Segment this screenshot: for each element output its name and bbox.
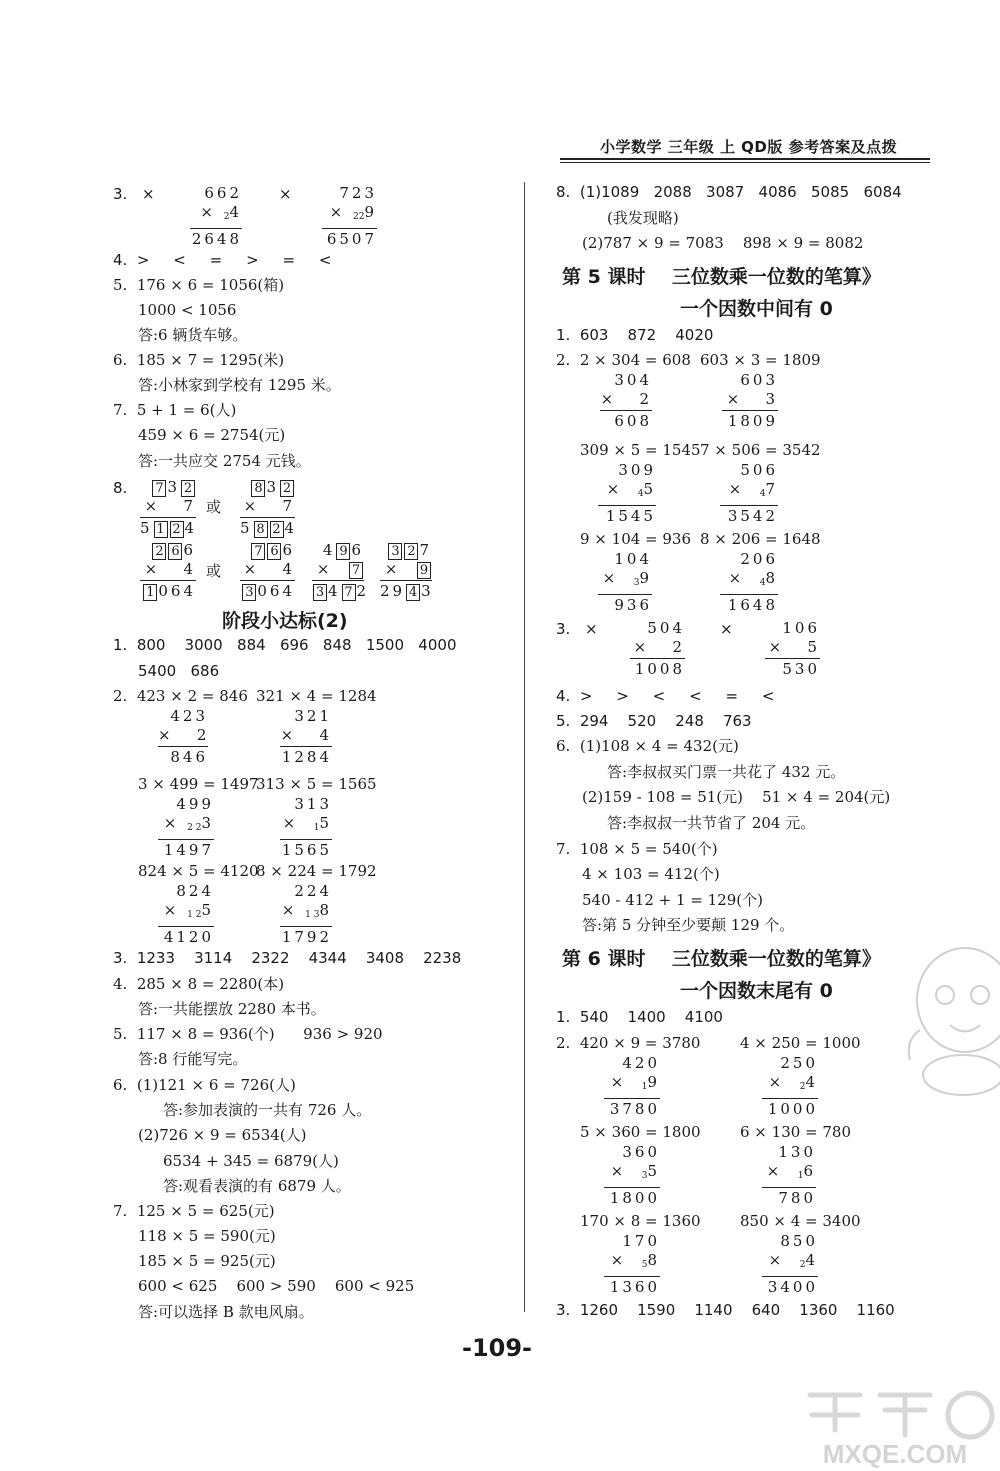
l5-calc-3: 309 × 45 1545 bbox=[598, 461, 656, 526]
s5-line1: 5. 117 × 8 = 936(个) 936 > 920 bbox=[113, 1025, 383, 1043]
l6-calc-1: 420 × 19 3780 bbox=[604, 1054, 660, 1119]
s7-answer: 答:可以选择 B 款电风扇。 bbox=[138, 1303, 314, 1321]
q8-calc-2: 8 3 2 × 7 5 8 2 4 bbox=[240, 478, 298, 537]
q3-cross-2: × bbox=[279, 185, 292, 203]
s7-line2: 118 × 5 = 590(元) bbox=[138, 1227, 276, 1245]
l5-q2-eq1b: 603 × 3 = 1809 bbox=[700, 351, 821, 369]
l5-q4: 4. > > < < = < bbox=[556, 687, 775, 705]
lesson5-title: 第 5 课时 三位数乘一位数的笔算》 bbox=[562, 266, 881, 288]
s6-line1: 6. (1)121 × 6 = 726(人) bbox=[113, 1076, 296, 1094]
s7-line3: 185 × 5 = 925(元) bbox=[138, 1252, 276, 1270]
l6-calc-5: 170 × 58 1360 bbox=[604, 1232, 660, 1297]
s7-line4: 600 < 625 600 > 590 600 < 925 bbox=[138, 1277, 415, 1295]
l5-q2-eq2b: 7 × 506 = 3542 bbox=[700, 441, 821, 459]
q3-calc-b: 723 × 229 6507 bbox=[322, 184, 377, 249]
l5-calc-4: 506 × 47 3542 bbox=[720, 461, 778, 526]
l6-calc-4: 130 × 16 780 bbox=[762, 1143, 816, 1208]
l5-q3-label: 3. bbox=[556, 620, 571, 638]
q6-line1: 6. 185 × 7 = 1295(米) bbox=[113, 351, 285, 369]
l6-q1: 1. 540 1400 4100 bbox=[556, 1008, 723, 1026]
s3-line: 3. 1233 3114 2322 4344 3408 2238 bbox=[113, 949, 462, 967]
q4-comparisons: 4. > < = > = < bbox=[113, 251, 332, 269]
l5-calc-7: 504 × 2 1008 bbox=[630, 619, 685, 679]
l5-q6-line1: 6. (1)108 × 4 = 432(元) bbox=[556, 737, 739, 755]
l6-q2-eq1a: 2. 420 × 9 = 3780 bbox=[556, 1034, 701, 1052]
header-rule-thin bbox=[560, 162, 930, 163]
q7-line2: 459 × 6 = 2754(元) bbox=[138, 426, 286, 444]
watermark-text: MXQE.COM bbox=[822, 1439, 968, 1469]
q7-answer: 答:一共应交 2754 元钱。 bbox=[138, 452, 311, 470]
l6-q2-eq3b: 850 × 4 = 3400 bbox=[740, 1212, 861, 1230]
column-divider bbox=[524, 182, 525, 1312]
l5-q6-answer2: 答:李叔叔一共节省了 204 元。 bbox=[607, 814, 816, 832]
l6-q2-eq1b: 4 × 250 = 1000 bbox=[740, 1034, 861, 1052]
s2-eq1a: 2. 423 × 2 = 846 bbox=[113, 687, 248, 705]
s2-calc-3: 499 × 2 23 1497 bbox=[158, 795, 214, 860]
s6-answer2: 答:观看表演的有 6879 人。 bbox=[163, 1177, 351, 1195]
s5-answer: 答:8 行能写完。 bbox=[138, 1050, 248, 1068]
l5-q6-answer1: 答:李叔叔买门票一共花了 432 元。 bbox=[607, 763, 846, 781]
s2-eq2b: 313 × 5 = 1565 bbox=[256, 775, 377, 793]
r8-line3: (2)787 × 9 = 7083 898 × 9 = 8082 bbox=[582, 234, 864, 252]
l6-q2-eq2a: 5 × 360 = 1800 bbox=[580, 1123, 701, 1141]
l5-calc-5: 104 × 39 936 bbox=[598, 550, 652, 615]
l6-q3: 3. 1260 1590 1140 640 1360 1160 bbox=[556, 1301, 895, 1319]
answer-site-watermark-icon bbox=[790, 1385, 1000, 1471]
q8-calc-5: 4 9 6 × 7 3 4 7 2 bbox=[312, 541, 364, 601]
q8-calc-1: 7 3 2 × 7 5 1 2 4 bbox=[140, 478, 198, 537]
stage-title: 阶段小达标(2) bbox=[222, 610, 348, 632]
l5-q3-cross-2: × bbox=[720, 620, 733, 638]
lesson6-title: 第 6 课时 三位数乘一位数的笔算》 bbox=[562, 948, 881, 970]
l5-q2-eq3a: 9 × 104 = 936 bbox=[580, 530, 692, 548]
l5-q6-line3: (2)159 - 108 = 51(元) 51 × 4 = 204(元) bbox=[582, 788, 891, 806]
header-rule bbox=[560, 158, 930, 160]
q8-calc-6: 3 2 7 × 9 29 4 3 bbox=[380, 541, 434, 600]
l5-calc-1: 304 × 2 608 bbox=[600, 371, 652, 430]
lesson5-subtitle: 一个因数中间有 0 bbox=[680, 298, 833, 320]
q8-calc-3: 2 6 6 × 4 1 064 bbox=[140, 541, 196, 601]
cartoon-mascot-icon bbox=[895, 930, 1000, 1100]
l5-q1: 1. 603 872 4020 bbox=[556, 326, 714, 344]
l6-q2-eq2b: 6 × 130 = 780 bbox=[740, 1123, 852, 1141]
q3-cross-1: × bbox=[142, 185, 155, 203]
l6-calc-6: 850 × 24 3400 bbox=[762, 1232, 818, 1297]
s2-calc-1: 423 × 2 846 bbox=[158, 707, 210, 766]
q5-line2: 1000 < 1056 bbox=[138, 301, 237, 319]
s2-eq3b: 8 × 224 = 1792 bbox=[256, 862, 377, 880]
l5-q2-eq2a: 309 × 5 = 1545 bbox=[580, 441, 701, 459]
s1-line2: 5400 686 bbox=[138, 662, 220, 680]
l5-q2-eq1a: 2. 2 × 304 = 608 bbox=[556, 351, 691, 369]
q8-or-2: 或 bbox=[206, 562, 222, 580]
s4-line1: 4. 285 × 8 = 2280(本) bbox=[113, 975, 285, 993]
s2-calc-6: 224 × 1 38 1792 bbox=[281, 882, 332, 946]
l5-q3-cross-1: × bbox=[585, 620, 598, 638]
l5-q2-eq3b: 8 × 206 = 1648 bbox=[700, 530, 821, 548]
s6-line4: 6534 + 345 = 6879(人) bbox=[163, 1152, 339, 1170]
r8-line1: 8. (1)1089 2088 3087 4086 5085 6084 bbox=[556, 183, 902, 201]
page-number: -109- bbox=[462, 1334, 533, 1362]
l6-calc-3: 360 × 35 1800 bbox=[604, 1143, 660, 1208]
l5-q7-line3: 540 - 412 + 1 = 129(个) bbox=[582, 891, 763, 909]
s6-line3: (2)726 × 9 = 6534(人) bbox=[138, 1126, 307, 1144]
r8-line2: (我发现略) bbox=[607, 209, 679, 227]
q7-line1: 7. 5 + 1 = 6(人) bbox=[113, 401, 237, 419]
l5-q7-line2: 4 × 103 = 412(个) bbox=[582, 865, 720, 883]
l5-calc-6: 206 × 48 1648 bbox=[720, 550, 778, 615]
q8-or-1: 或 bbox=[206, 498, 222, 516]
l6-calc-2: 250 × 24 1000 bbox=[762, 1054, 818, 1119]
q6-answer: 答:小林家到学校有 1295 米。 bbox=[138, 376, 341, 394]
s2-calc-4: 313 × 15 1565 bbox=[281, 795, 332, 859]
l5-q7-answer: 答:第 5 分钟至少要颠 129 个。 bbox=[582, 916, 795, 934]
q3-calc-a: 662 × 24 2648 bbox=[191, 184, 242, 248]
s4-answer: 答:一共能摆放 2280 本书。 bbox=[138, 1000, 326, 1018]
s2-calc-5: 824 × 1 25 4120 bbox=[158, 882, 214, 947]
l6-q2-eq3a: 170 × 8 = 1360 bbox=[580, 1212, 701, 1230]
lesson6-subtitle: 一个因数末尾有 0 bbox=[680, 980, 833, 1002]
page-header-title: 小学数学 三年级 上 QD版 参考答案及点拨 bbox=[600, 138, 898, 156]
l5-q7-line1: 7. 108 × 5 = 540(个) bbox=[556, 840, 718, 858]
q3-label: 3. bbox=[113, 185, 128, 203]
s1-line1: 1. 800 3000 884 696 848 1500 4000 bbox=[113, 636, 457, 654]
q5-line1: 5. 176 × 6 = 1056(箱) bbox=[113, 276, 285, 294]
s2-calc-2: 321 × 4 1284 bbox=[280, 707, 332, 766]
q5-answer: 答:6 辆货车够。 bbox=[138, 326, 248, 344]
s2-eq3a: 824 × 5 = 4120 bbox=[138, 862, 259, 880]
l5-calc-2: 603 × 3 1809 bbox=[722, 371, 778, 431]
q8-label: 8. bbox=[113, 479, 128, 497]
l5-q5: 5. 294 520 248 763 bbox=[556, 712, 752, 730]
s2-eq1b: 321 × 4 = 1284 bbox=[256, 687, 377, 705]
s7-line1: 7. 125 × 5 = 625(元) bbox=[113, 1202, 275, 1220]
s6-answer1: 答:参加表演的一共有 726 人。 bbox=[163, 1101, 372, 1119]
s2-eq2a: 3 × 499 = 1497 bbox=[138, 775, 259, 793]
q8-calc-4: 7 6 6 × 4 3 064 bbox=[240, 541, 295, 601]
l5-calc-8: 106 × 5 530 bbox=[765, 619, 820, 679]
